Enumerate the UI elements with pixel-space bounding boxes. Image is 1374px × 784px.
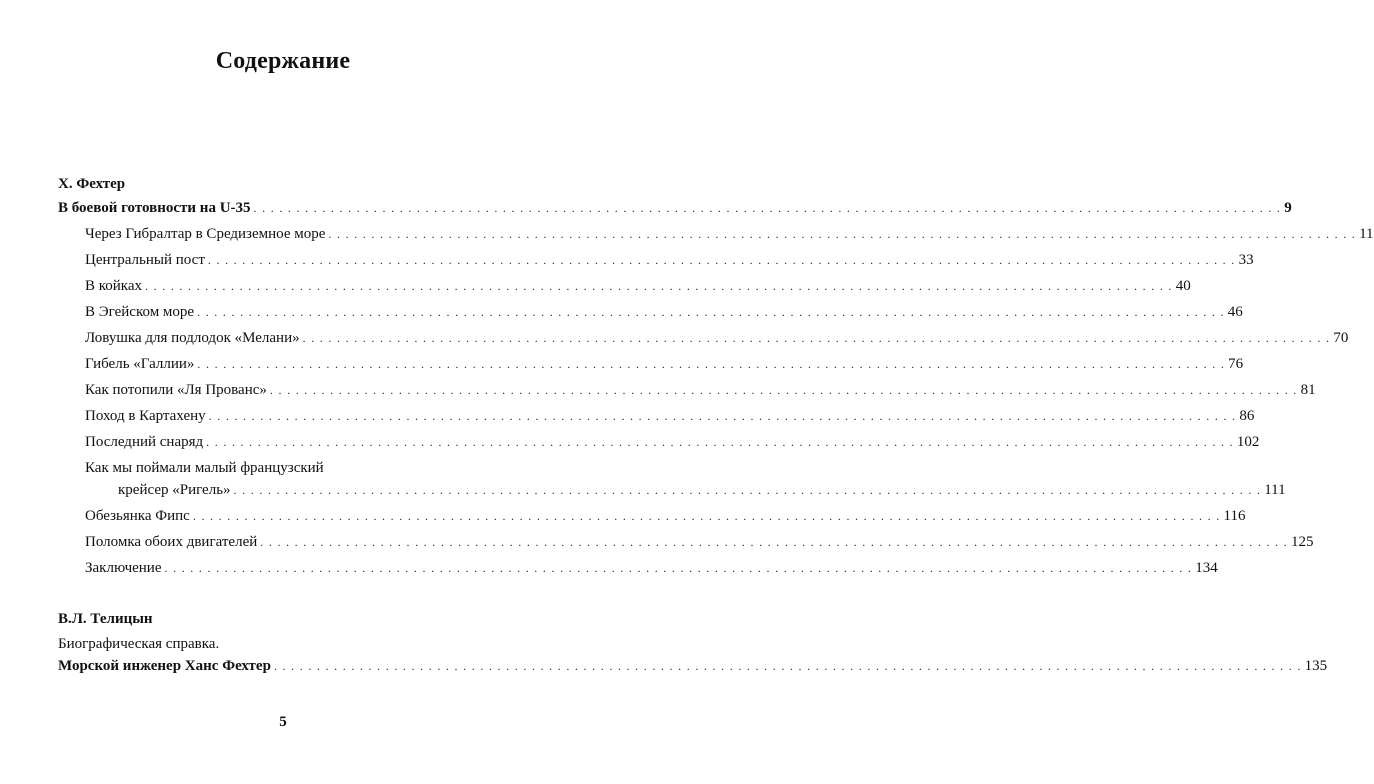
- toc-item[interactable]: [85, 533, 1314, 551]
- toc-item[interactable]: [85, 355, 1244, 373]
- toc-item[interactable]: [85, 559, 1218, 577]
- toc-item[interactable]: [85, 407, 1255, 425]
- toc-item[interactable]: [85, 251, 1254, 269]
- toc-chapter-label: В боевой готовности на U-35: [58, 200, 251, 216]
- dot-leader: . . . . . . . . . . . . . . . . . . . . . . . . . . . . . . . . . . . . . . . . . . . . . . . . . . . . . . . . . . . . . . . . . . . . . . . . . . . . . . . . . . . . . . . . . . . . . . . . . . . . . . . . . . . . . . . . . . . . . . . .: [233, 483, 1262, 497]
- toc-item-label: Через Гибралтар в Средиземное море: [85, 226, 326, 242]
- toc-page-number: 81: [1300, 382, 1316, 398]
- toc-page-number: 116: [1223, 508, 1246, 524]
- toc-item-label: В койках: [85, 278, 143, 294]
- toc-item-label: Гибель «Галлии»: [85, 356, 195, 372]
- page-title: Содержание: [215, 48, 351, 74]
- page-number: 5: [279, 714, 287, 730]
- toc-page-number: 111: [1264, 482, 1286, 498]
- toc-page-number: 70: [1333, 330, 1349, 346]
- toc-item[interactable]: [85, 329, 1349, 347]
- toc-item-label: Обезьянка Фипс: [85, 508, 190, 524]
- dot-leader: . . . . . . . . . . . . . . . . . . . . . . . . . . . . . . . . . . . . . . . . . . . . . . . . . . . . . . . . . . . . . . . . . . . . . . . . . . . . . . . . . . . . . . . . . . . . . . . . . . . . . . . . . . . . . . . . . . . . . . . .: [145, 279, 1173, 293]
- toc-item-label: Центральный пост: [85, 252, 205, 268]
- dot-leader: . . . . . . . . . . . . . . . . . . . . . . . . . . . . . . . . . . . . . . . . . . . . . . . . . . . . . . . . . . . . . . . . . . . . . . . . . . . . . . . . . . . . . . . . . . . . . . . . . . . . . . . . . . . . . . . . . . . . . . . .: [273, 659, 1302, 673]
- toc-item-label: Последний снаряд: [85, 434, 204, 450]
- dot-leader: . . . . . . . . . . . . . . . . . . . . . . . . . . . . . . . . . . . . . . . . . . . . . . . . . . . . . . . . . . . . . . . . . . . . . . . . . . . . . . . . . . . . . . . . . . . . . . . . . . . . . . . . . . . . . . . . . . . . . . . .: [208, 409, 1237, 423]
- dot-leader: . . . . . . . . . . . . . . . . . . . . . . . . . . . . . . . . . . . . . . . . . . . . . . . . . . . . . . . . . . . . . . . . . . . . . . . . . . . . . . . . . . . . . . . . . . . . . . . . . . . . . . . . . . . . . . . . . . . . . . . .: [260, 535, 1288, 549]
- author-name: Х. Фехтер: [58, 176, 126, 192]
- toc-chapter-label: Морской инженер Ханс Фехтер: [58, 658, 271, 674]
- toc-item[interactable]: [85, 303, 1243, 321]
- dot-leader: . . . . . . . . . . . . . . . . . . . . . . . . . . . . . . . . . . . . . . . . . . . . . . . . . . . . . . . . . . . . . . . . . . . . . . . . . . . . . . . . . . . . . . . . . . . . . . . . . . . . . . . . . . . . . . . . . . . . . . . .: [164, 561, 1193, 575]
- toc-page-number: 135: [1304, 658, 1328, 674]
- dot-leader: . . . . . . . . . . . . . . . . . . . . . . . . . . . . . . . . . . . . . . . . . . . . . . . . . . . . . . . . . . . . . . . . . . . . . . . . . . . . . . . . . . . . . . . . . . . . . . . . . . . . . . . . . . . . . . . . . . . . . . . .: [197, 357, 1226, 371]
- author-name: В.Л. Телицын: [58, 611, 153, 627]
- dot-leader: . . . . . . . . . . . . . . . . . . . . . . . . . . . . . . . . . . . . . . . . . . . . . . . . . . . . . . . . . . . . . . . . . . . . . . . . . . . . . . . . . . . . . . . . . . . . . . . . . . . . . . . . . . . . . . . . . . . . . . . .: [302, 331, 1331, 345]
- dot-leader: . . . . . . . . . . . . . . . . . . . . . . . . . . . . . . . . . . . . . . . . . . . . . . . . . . . . . . . . . . . . . . . . . . . . . . . . . . . . . . . . . . . . . . . . . . . . . . . . . . . . . . . . . . . . . . . . . . . . . . . .: [207, 253, 1236, 267]
- toc-page-number: 9: [1284, 200, 1292, 216]
- toc-item-label: Как потопили «Ля Прованс»: [85, 382, 267, 398]
- toc-item-label: Заключение: [85, 560, 162, 576]
- toc-page-number: 46: [1227, 304, 1243, 320]
- toc-page-number: 125: [1290, 534, 1314, 550]
- toc-item[interactable]: [85, 507, 1246, 525]
- toc-item-label: Ловушка для подлодок «Мелани»: [85, 330, 300, 346]
- toc-page-number: 134: [1195, 560, 1218, 576]
- dot-leader: . . . . . . . . . . . . . . . . . . . . . . . . . . . . . . . . . . . . . . . . . . . . . . . . . . . . . . . . . . . . . . . . . . . . . . . . . . . . . . . . . . . . . . . . . . . . . . . . . . . . . . . . . . . . . . . . . . . . . . . .: [197, 305, 1225, 319]
- toc-page-number: 86: [1239, 408, 1255, 424]
- dot-leader: . . . . . . . . . . . . . . . . . . . . . . . . . . . . . . . . . . . . . . . . . . . . . . . . . . . . . . . . . . . . . . . . . . . . . . . . . . . . . . . . . . . . . . . . . . . . . . . . . . . . . . . . . . . . . . . . . . . . . . . .: [206, 435, 1234, 449]
- dot-leader: . . . . . . . . . . . . . . . . . . . . . . . . . . . . . . . . . . . . . . . . . . . . . . . . . . . . . . . . . . . . . . . . . . . . . . . . . . . . . . . . . . . . . . . . . . . . . . . . . . . . . . . . . . . . . . . . . . . . . . . .: [192, 509, 1221, 523]
- toc-item-label: Поход в Картахену: [85, 408, 206, 424]
- toc-item[interactable]: [85, 277, 1191, 295]
- toc-page-number: 11: [1359, 226, 1374, 242]
- dot-leader: . . . . . . . . . . . . . . . . . . . . . . . . . . . . . . . . . . . . . . . . . . . . . . . . . . . . . . . . . . . . . . . . . . . . . . . . . . . . . . . . . . . . . . . . . . . . . . . . . . . . . . . . . . . . . . . . . . . . . . . .: [328, 227, 1357, 241]
- toc-item-multiline-first[interactable]: [85, 459, 426, 477]
- toc-page-number: 102: [1236, 434, 1260, 450]
- dot-leader: . . . . . . . . . . . . . . . . . . . . . . . . . . . . . . . . . . . . . . . . . . . . . . . . . . . . . . . . . . . . . . . . . . . . . . . . . . . . . . . . . . . . . . . . . . . . . . . . . . . . . . . . . . . . . . . . . . . . . . . .: [253, 201, 1282, 215]
- toc-intro-text: Биографическая справка.: [58, 636, 220, 652]
- toc-page-number: 76: [1228, 356, 1244, 372]
- toc-chapter[interactable]: [58, 199, 1292, 217]
- toc-item-multiline-second[interactable]: [118, 481, 1286, 499]
- dot-leader: . . . . . . . . . . . . . . . . . . . . . . . . . . . . . . . . . . . . . . . . . . . . . . . . . . . . . . . . . . . . . . . . . . . . . . . . . . . . . . . . . . . . . . . . . . . . . . . . . . . . . . . . . . . . . . . . . . . . . . . .: [269, 383, 1298, 397]
- toc-chapter[interactable]: [58, 657, 1328, 675]
- toc-item-label: крейсер «Ригель»: [118, 482, 231, 498]
- toc-item[interactable]: [85, 381, 1316, 399]
- toc-item-label: Как мы поймали малый французский: [85, 460, 324, 476]
- toc-item-label: Поломка обоих двигателей: [85, 534, 258, 550]
- toc-item[interactable]: [85, 225, 1374, 243]
- toc-page-number: 40: [1175, 278, 1191, 294]
- toc-item[interactable]: [85, 433, 1260, 451]
- toc-page-number: 33: [1238, 252, 1254, 268]
- toc-item-label: В Эгейском море: [85, 304, 195, 320]
